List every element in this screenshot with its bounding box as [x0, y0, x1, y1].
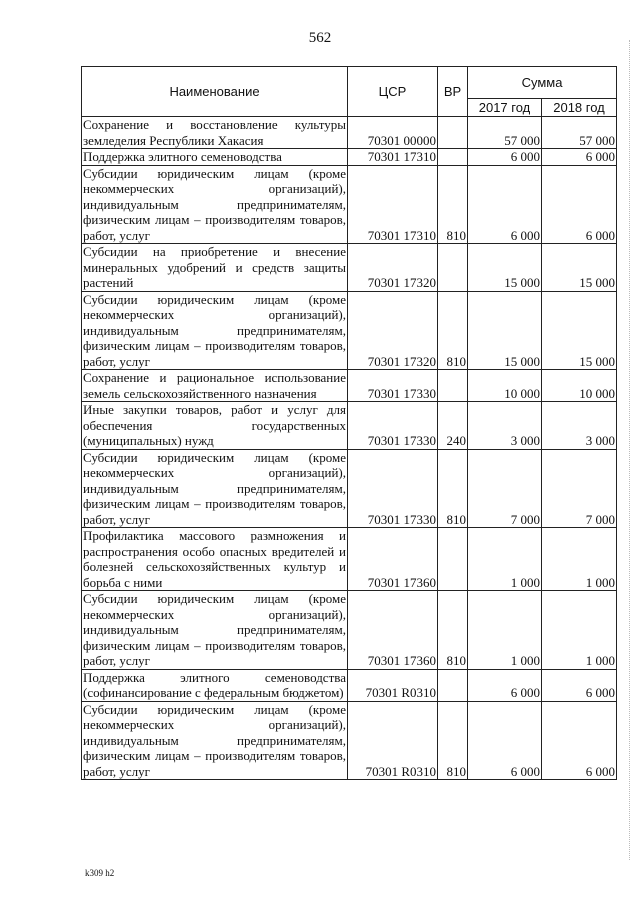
row-vr-cell — [438, 528, 468, 591]
row-vr-cell: 810 — [438, 701, 468, 780]
header-vr: ВР — [438, 67, 468, 117]
row-sum-2017-cell: 3 000 — [468, 402, 542, 450]
row-sum-2017-cell: 57 000 — [468, 117, 542, 149]
row-csr-cell: 70301 R0310 — [348, 701, 438, 780]
row-sum-2017-cell: 6 000 — [468, 165, 542, 244]
row-sum-2018-cell: 15 000 — [542, 244, 617, 292]
table-row — [82, 449, 617, 528]
row-vr-cell: 810 — [438, 165, 468, 244]
row-sum-2018-cell: 7 000 — [542, 449, 617, 528]
row-name-cell: Субсидии юридическим лицам (кроме некоммерческих организаций), индивидуальным предпринимателям, физическим лицам – производителям товаров, работ, услуг — [83, 291, 346, 369]
row-vr-cell: 810 — [438, 291, 468, 370]
row-sum-2017-cell: 6 000 — [468, 149, 542, 166]
row-sum-2018-cell: 10 000 — [542, 370, 617, 402]
header-csr: ЦСР — [348, 67, 438, 117]
row-sum-2017-cell: 15 000 — [468, 244, 542, 292]
row-name-cell: Субсидии юридическим лицам (кроме некоммерческих организаций), индивидуальным предпринимателям, физическим лицам – производителям товаров, работ, услуг — [83, 449, 346, 527]
header-name: Наименование — [82, 67, 348, 117]
table-row — [82, 291, 617, 370]
row-vr-cell — [438, 149, 468, 166]
row-csr-cell: 70301 17360 — [348, 528, 438, 591]
row-sum-2018-cell: 15 000 — [542, 291, 617, 370]
row-sum-2017-cell: 7 000 — [468, 449, 542, 528]
row-vr-cell — [438, 117, 468, 149]
row-name-cell: Иные закупки товаров, работ и услуг для обеспечения государственных (муниципальных) нужд — [83, 402, 346, 448]
row-csr-cell: 70301 17310 — [348, 149, 438, 166]
header-sum: Сумма — [468, 67, 617, 99]
row-name-cell: Субсидии юридическим лицам (кроме некоммерческих организаций), индивидуальным предпринимателям, физическим лицам – производителям товаров, работ, услуг — [83, 165, 346, 243]
row-sum-2018-cell: 6 000 — [542, 701, 617, 780]
header-year-2018: 2018 год — [542, 98, 617, 116]
row-sum-2018-cell: 57 000 — [542, 117, 617, 149]
row-sum-2017-cell: 6 000 — [468, 701, 542, 780]
row-csr-cell: 70301 R0310 — [348, 669, 438, 701]
table-row — [82, 402, 617, 450]
row-sum-2018-cell: 6 000 — [542, 149, 617, 166]
row-name-cell: Сохранение и рациональное использование земель сельскохозяйственного назначения — [83, 370, 346, 401]
row-sum-2018-cell: 6 000 — [542, 669, 617, 701]
header-year-2017: 2017 год — [468, 98, 542, 116]
row-vr-cell — [438, 244, 468, 292]
row-csr-cell: 70301 17320 — [348, 244, 438, 292]
table-row — [82, 701, 617, 780]
row-sum-2017-cell: 6 000 — [468, 669, 542, 701]
table-header — [82, 67, 617, 117]
row-sum-2018-cell: 6 000 — [542, 165, 617, 244]
row-csr-cell: 70301 17320 — [348, 291, 438, 370]
table-body — [82, 117, 617, 780]
page-number: 562 — [308, 30, 332, 46]
row-sum-2018-cell: 1 000 — [542, 528, 617, 591]
row-name-cell: Субсидии юридическим лицам (кроме некоммерческих организаций), индивидуальным предпринимателям, физическим лицам – производителям товаров, работ, услуг — [83, 591, 346, 668]
row-sum-2017-cell: 15 000 — [468, 291, 542, 370]
row-csr-cell: 70301 17330 — [348, 370, 438, 402]
row-csr-cell: 70301 00000 — [348, 117, 438, 149]
row-sum-2017-cell: 1 000 — [468, 591, 542, 670]
row-name-cell: Профилактика массового размножения и распространения особо опасных вредителей и болезней сельскохозяйственных культур и борьба с ними — [83, 528, 346, 590]
footer-code: k309 h2 — [85, 868, 115, 878]
row-vr-cell: 810 — [438, 591, 468, 670]
row-sum-2018-cell: 1 000 — [542, 591, 617, 670]
table-row — [82, 669, 617, 701]
row-csr-cell: 70301 17360 — [348, 591, 438, 670]
scan-edge-marks — [629, 40, 636, 860]
budget-table — [81, 66, 617, 780]
row-sum-2017-cell: 10 000 — [468, 370, 542, 402]
table-row — [82, 165, 617, 244]
row-vr-cell — [438, 669, 468, 701]
table-row — [82, 117, 617, 149]
row-name-cell: Поддержка элитного семеноводства — [82, 149, 348, 166]
table-row — [82, 528, 617, 591]
row-name-cell: Субсидии юридическим лицам (кроме некоммерческих организаций), индивидуальным предпринимателям, физическим лицам – производителям товаров, работ, услуг — [83, 701, 346, 779]
row-name-cell: Сохранение и восстановление культуры земледелия Республики Хакасия — [83, 117, 346, 148]
table-row — [82, 591, 617, 670]
row-csr-cell: 70301 17330 — [348, 402, 438, 450]
row-csr-cell: 70301 17310 — [348, 165, 438, 244]
row-sum-2018-cell: 3 000 — [542, 402, 617, 450]
row-sum-2017-cell: 1 000 — [468, 528, 542, 591]
row-vr-cell — [438, 370, 468, 402]
row-vr-cell: 240 — [438, 402, 468, 450]
row-name-cell: Субсидии на приобретение и внесение минеральных удобрений и средств защиты растений — [83, 244, 346, 290]
row-csr-cell: 70301 17330 — [348, 449, 438, 528]
table-row — [82, 149, 617, 166]
table-row — [82, 244, 617, 292]
row-vr-cell: 810 — [438, 449, 468, 528]
row-name-cell: Поддержка элитного семеноводства (софинансирование с федеральным бюджетом) — [83, 669, 346, 700]
table-row — [82, 370, 617, 402]
